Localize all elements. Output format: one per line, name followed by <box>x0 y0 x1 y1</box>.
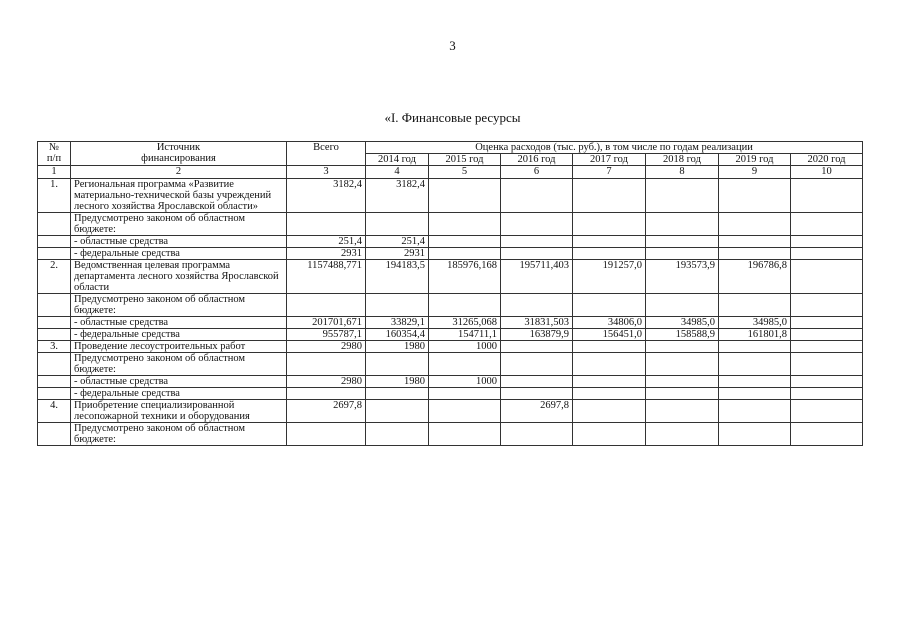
row-total <box>287 353 366 376</box>
table-row <box>38 341 863 353</box>
column-number: 1 <box>38 166 71 179</box>
header-num <box>38 142 71 166</box>
column-number: 4 <box>366 166 429 179</box>
row-year-value: 163879,9 <box>501 329 573 341</box>
row-year-value: 185976,168 <box>429 260 501 294</box>
financial-resources-table <box>37 141 863 446</box>
table-row <box>38 317 863 329</box>
row-year-value <box>719 400 791 423</box>
header-num-line2: п/п <box>46 153 62 164</box>
column-number-row <box>38 166 863 179</box>
row-year-value <box>429 423 501 446</box>
row-year-value: 193573,9 <box>646 260 719 294</box>
row-year-value: 161801,8 <box>719 329 791 341</box>
table-row <box>38 388 863 400</box>
section-title: «I. Финансовые ресурсы <box>384 110 521 125</box>
row-number <box>38 329 71 341</box>
row-year-value: 31265,068 <box>429 317 501 329</box>
row-number <box>38 353 71 376</box>
row-year-value <box>429 388 501 400</box>
row-number: 4. <box>38 400 71 423</box>
table-row <box>38 329 863 341</box>
row-year-value: 191257,0 <box>573 260 646 294</box>
row-year-value <box>366 213 429 236</box>
row-year-value <box>573 423 646 446</box>
row-total: 3182,4 <box>287 179 366 213</box>
header-row-1 <box>38 142 863 154</box>
row-year-value: 156451,0 <box>573 329 646 341</box>
table-row <box>38 260 863 294</box>
row-year-value <box>429 248 501 260</box>
row-year-value <box>719 353 791 376</box>
row-year-value <box>719 341 791 353</box>
row-year-value <box>501 294 573 317</box>
row-number <box>38 236 71 248</box>
row-total: 2931 <box>287 248 366 260</box>
row-year-value <box>719 236 791 248</box>
table-row <box>38 376 863 388</box>
column-number: 10 <box>791 166 863 179</box>
table-row <box>38 294 863 317</box>
row-source: - областные средства <box>71 376 287 388</box>
row-year-value <box>501 248 573 260</box>
column-number: 6 <box>501 166 573 179</box>
row-total: 1157488,771 <box>287 260 366 294</box>
row-year-value <box>366 400 429 423</box>
row-year-value <box>646 236 719 248</box>
row-total: 201701,671 <box>287 317 366 329</box>
row-year-value <box>791 294 863 317</box>
table-body <box>38 179 863 446</box>
row-source: - федеральные средства <box>71 388 287 400</box>
row-year-value: 1980 <box>366 341 429 353</box>
row-year-value: 1980 <box>366 376 429 388</box>
row-number <box>38 213 71 236</box>
row-total <box>287 294 366 317</box>
row-year-value <box>791 423 863 446</box>
row-year-value: 158588,9 <box>646 329 719 341</box>
row-number: 2. <box>38 260 71 294</box>
row-year-value <box>501 213 573 236</box>
row-total: 2980 <box>287 376 366 388</box>
header-year: 2017 год <box>573 154 646 166</box>
row-year-value: 3182,4 <box>366 179 429 213</box>
row-year-value <box>573 400 646 423</box>
header-year: 2018 год <box>646 154 719 166</box>
row-number: 3. <box>38 341 71 353</box>
row-year-value <box>366 353 429 376</box>
row-total: 955787,1 <box>287 329 366 341</box>
header-source-line2: финансирования <box>141 153 216 164</box>
header-year: 2015 год <box>429 154 501 166</box>
row-year-value <box>573 179 646 213</box>
table-row <box>38 179 863 213</box>
row-year-value: 34806,0 <box>573 317 646 329</box>
row-year-value <box>501 423 573 446</box>
row-source: - федеральные средства <box>71 329 287 341</box>
header-estimate: Оценка расходов (тыс. руб.), в том числе по годам реализации <box>366 142 863 154</box>
row-year-value <box>573 341 646 353</box>
row-year-value <box>719 294 791 317</box>
table-row <box>38 248 863 260</box>
row-year-value <box>719 423 791 446</box>
row-year-value <box>791 341 863 353</box>
row-number <box>38 317 71 329</box>
row-year-value <box>646 341 719 353</box>
row-year-value <box>646 179 719 213</box>
row-number <box>38 388 71 400</box>
row-year-value <box>573 248 646 260</box>
row-source: Предусмотрено законом об областном бюджете: <box>71 294 287 317</box>
row-year-value <box>646 423 719 446</box>
header-source <box>71 142 287 166</box>
row-year-value: 34985,0 <box>646 317 719 329</box>
row-year-value <box>646 294 719 317</box>
row-year-value <box>501 376 573 388</box>
table-row <box>38 353 863 376</box>
table-row <box>38 423 863 446</box>
header-year: 2020 год <box>791 154 863 166</box>
row-year-value <box>719 376 791 388</box>
row-source: Проведение лесоустроительных работ <box>71 341 287 353</box>
row-year-value <box>791 400 863 423</box>
row-number <box>38 248 71 260</box>
row-year-value <box>646 213 719 236</box>
header-year: 2016 год <box>501 154 573 166</box>
row-year-value <box>501 353 573 376</box>
table-row <box>38 213 863 236</box>
row-source: Предусмотрено законом об областном бюджете: <box>71 213 287 236</box>
row-year-value <box>791 353 863 376</box>
row-year-value: 34985,0 <box>719 317 791 329</box>
row-total: 251,4 <box>287 236 366 248</box>
row-year-value <box>646 388 719 400</box>
column-number: 7 <box>573 166 646 179</box>
row-year-value <box>719 388 791 400</box>
row-year-value <box>646 400 719 423</box>
row-year-value <box>573 294 646 317</box>
row-year-value <box>429 400 501 423</box>
column-number: 2 <box>71 166 287 179</box>
row-year-value <box>501 388 573 400</box>
row-year-value <box>366 294 429 317</box>
row-year-value <box>429 236 501 248</box>
row-year-value <box>366 388 429 400</box>
row-year-value <box>791 388 863 400</box>
column-number: 5 <box>429 166 501 179</box>
row-source: Региональная программа «Развитие материально-технической базы учреждений лесного хозяйства Ярославской области» <box>71 179 287 213</box>
row-year-value <box>719 248 791 260</box>
header-year: 2019 год <box>719 154 791 166</box>
row-number <box>38 423 71 446</box>
row-year-value <box>573 213 646 236</box>
row-year-value: 160354,4 <box>366 329 429 341</box>
row-year-value <box>791 179 863 213</box>
row-year-value <box>429 179 501 213</box>
row-year-value <box>791 329 863 341</box>
row-total: 2697,8 <box>287 400 366 423</box>
row-year-value: 1000 <box>429 341 501 353</box>
row-total: 2980 <box>287 341 366 353</box>
row-year-value: 31831,503 <box>501 317 573 329</box>
row-source: Ведомственная целевая программа департамента лесного хозяйства Ярославской области <box>71 260 287 294</box>
row-year-value <box>501 236 573 248</box>
column-number: 3 <box>287 166 366 179</box>
row-year-value: 2697,8 <box>501 400 573 423</box>
row-year-value <box>501 179 573 213</box>
row-year-value <box>646 376 719 388</box>
row-year-value: 33829,1 <box>366 317 429 329</box>
row-total <box>287 423 366 446</box>
page-number: 3 <box>449 38 456 53</box>
table-row <box>38 236 863 248</box>
row-year-value <box>646 353 719 376</box>
header-source-line1: Источник <box>156 142 201 153</box>
row-year-value: 196786,8 <box>719 260 791 294</box>
row-year-value <box>429 353 501 376</box>
row-year-value <box>573 388 646 400</box>
row-total <box>287 388 366 400</box>
table-row <box>38 400 863 423</box>
row-year-value <box>429 213 501 236</box>
row-year-value <box>501 341 573 353</box>
row-year-value: 195711,403 <box>501 260 573 294</box>
header-num-line1: № <box>48 142 60 153</box>
row-year-value <box>791 260 863 294</box>
header-total: Всего <box>287 142 366 166</box>
row-year-value: 154711,1 <box>429 329 501 341</box>
row-source: - областные средства <box>71 317 287 329</box>
row-year-value: 251,4 <box>366 236 429 248</box>
row-number: 1. <box>38 179 71 213</box>
row-year-value: 1000 <box>429 376 501 388</box>
row-year-value <box>719 179 791 213</box>
row-source: - областные средства <box>71 236 287 248</box>
row-year-value: 194183,5 <box>366 260 429 294</box>
column-number: 8 <box>646 166 719 179</box>
row-year-value <box>791 213 863 236</box>
row-year-value: 2931 <box>366 248 429 260</box>
row-year-value <box>791 317 863 329</box>
row-year-value <box>573 376 646 388</box>
row-source: Предусмотрено законом об областном бюджете: <box>71 423 287 446</box>
row-year-value <box>791 236 863 248</box>
row-year-value <box>573 353 646 376</box>
row-year-value <box>719 213 791 236</box>
header-year: 2014 год <box>366 154 429 166</box>
row-year-value <box>791 376 863 388</box>
row-source: Предусмотрено законом об областном бюджете: <box>71 353 287 376</box>
row-year-value <box>791 248 863 260</box>
row-number <box>38 376 71 388</box>
row-year-value <box>646 248 719 260</box>
column-number: 9 <box>719 166 791 179</box>
row-year-value <box>573 236 646 248</box>
row-year-value <box>429 294 501 317</box>
row-source: Приобретение специализированной лесопожарной техники и оборудования <box>71 400 287 423</box>
row-total <box>287 213 366 236</box>
row-source: - федеральные средства <box>71 248 287 260</box>
row-year-value <box>366 423 429 446</box>
row-number <box>38 294 71 317</box>
